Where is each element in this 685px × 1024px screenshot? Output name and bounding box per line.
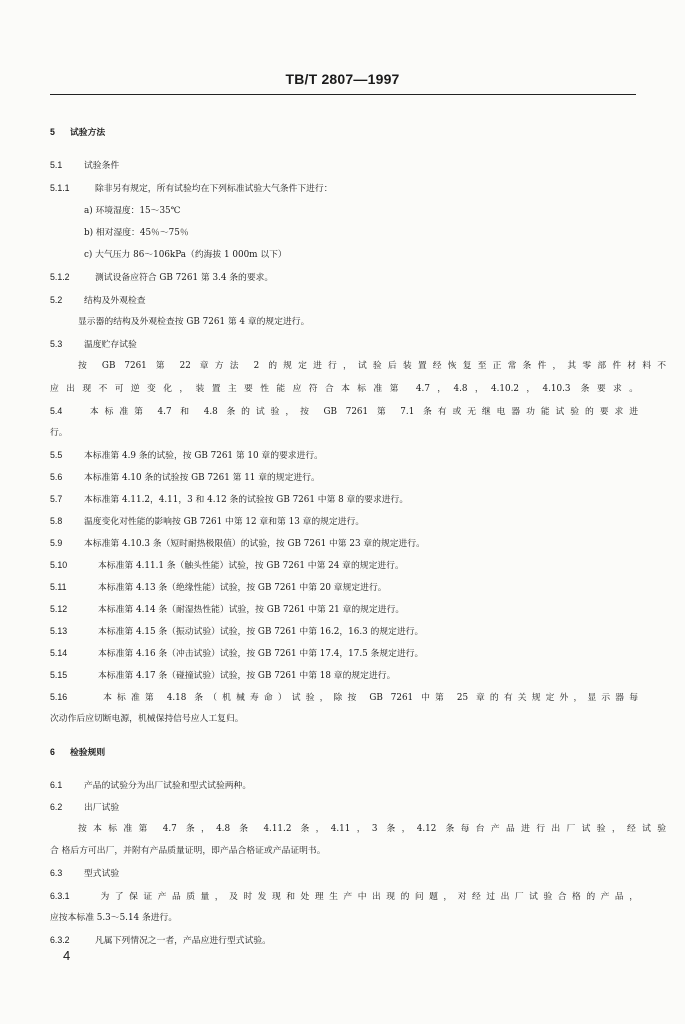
clause-number: 5.12 xyxy=(50,604,68,614)
clause-text: 本标准第 4.14 条（耐湿热性能）试验，按 GB 7261 中第 21 章的规定进行。 xyxy=(98,605,405,615)
clause-number: 5.10 xyxy=(50,560,68,570)
clause-number: 6.2 xyxy=(50,802,63,812)
clause-number: 5.3 xyxy=(50,339,63,349)
clause-text: 试验方法 xyxy=(70,127,106,137)
clause-text: 显示器的结构及外观检查按 GB 7261 第 4 章的规定进行。 xyxy=(78,317,310,327)
text-line xyxy=(50,425,638,441)
page-header-title: TB/T 2807—1997 xyxy=(285,71,400,87)
clause-text: 温度变化对性能的影响按 GB 7261 中第 12 章和第 13 章的规定进行。 xyxy=(84,517,365,527)
clause-line xyxy=(50,124,638,140)
text-line xyxy=(78,821,666,837)
clause-number: 6.3.2 xyxy=(50,935,70,945)
clause-text: b) 相对湿度：45％～75％ xyxy=(84,228,189,238)
clause-number: 5.1.2 xyxy=(50,272,70,282)
clause-line xyxy=(50,269,638,286)
clause-text: c) 大气压力 86～106kPa（约海拔 1 000m 以下） xyxy=(84,250,287,260)
clause-line xyxy=(50,667,638,684)
clause-number: 5.8 xyxy=(50,516,63,526)
clause-number: 5.9 xyxy=(50,538,63,548)
clause-text: 本标准第 4.11.1 条（触头性能）试验，按 GB 7261 中第 24 章的规定进行。 xyxy=(98,561,404,571)
clause-line xyxy=(50,447,638,464)
clause-line xyxy=(50,888,638,905)
clause-line xyxy=(50,336,638,353)
clause-line xyxy=(50,403,638,420)
clause-line xyxy=(50,535,638,552)
clause-number: 6.3 xyxy=(50,868,63,878)
clause-line xyxy=(50,292,638,309)
clause-line xyxy=(50,513,638,530)
clause-line xyxy=(50,799,638,816)
clause-line xyxy=(50,689,638,706)
clause-text: 本标准第 4.9 条的试验，按 GB 7261 第 10 章的要求进行。 xyxy=(84,451,323,461)
clause-number: 5.14 xyxy=(50,648,68,658)
text-line xyxy=(78,358,666,374)
clause-text: 为了保证产品质量，及时发现和处理生产中出现的问题，对经过出厂试验合格的产品， xyxy=(95,892,638,902)
clause-line xyxy=(50,777,638,794)
header-rule xyxy=(50,94,636,95)
clause-line xyxy=(50,157,638,174)
clause-text: 次动作后应切断电源，机械保持信号应人工复归。 xyxy=(50,714,244,724)
clause-text: 型式试验 xyxy=(84,869,120,879)
clause-text: 试验条件 xyxy=(84,161,120,171)
clause-number: 5.1 xyxy=(50,160,63,170)
clause-line xyxy=(50,491,638,508)
clause-text: 本标准第 4.18 条（机械寿命）试验，除按 GB 7261 中第 25 章的有关规定外，显示器每 xyxy=(98,693,638,703)
clause-number: 6 xyxy=(50,747,55,757)
clause-text: 本标准第 4.16 条（冲击试验）试验，按 GB 7261 中第 17.4，17.5 条规定进行。 xyxy=(98,649,424,659)
text-line xyxy=(84,225,672,241)
clause-text: 结构及外观检查 xyxy=(84,296,146,306)
clause-text: 行。 xyxy=(50,428,68,438)
text-line xyxy=(50,843,638,859)
clause-number: 5 xyxy=(50,127,55,137)
clause-text: 温度贮存试验 xyxy=(84,340,137,350)
clause-number: 5.16 xyxy=(50,692,68,702)
clause-text: 凡属下列情况之一者，产品应进行型式试验。 xyxy=(95,936,271,946)
clause-line xyxy=(50,932,638,949)
text-line xyxy=(50,711,638,727)
clause-number: 5.7 xyxy=(50,494,63,504)
clause-number: 5.5 xyxy=(50,450,63,460)
text-line xyxy=(50,381,638,397)
clause-text: 本标准第 4.11.2，4.11，3 和 4.12 条的试验按 GB 7261 中第 8 章的要求进行。 xyxy=(84,495,409,505)
clause-text: 应按本标准 5.3～5.14 条进行。 xyxy=(50,913,178,923)
clause-line xyxy=(50,601,638,618)
clause-line xyxy=(50,557,638,574)
clause-number: 5.2 xyxy=(50,295,63,305)
clause-text: 检验规则 xyxy=(70,747,106,757)
clause-number: 5.1.1 xyxy=(50,183,70,193)
clause-text: 本标准第 4.17 条（碰撞试验）试验，按 GB 7261 中第 18 章的规定进行。 xyxy=(98,671,396,681)
clause-number: 5.15 xyxy=(50,670,68,680)
clause-text: 本标准第 4.7 和 4.8 条的试验，按 GB 7261 第 7.1 条有或无继电器功能试验的要求进 xyxy=(84,407,638,417)
clause-text: 本标准第 4.10.3 条（短时耐热极限值）的试验，按 GB 7261 中第 23 章的规定进行。 xyxy=(84,539,425,549)
clause-line xyxy=(50,469,638,486)
clause-line xyxy=(50,744,638,760)
text-line xyxy=(78,314,666,330)
clause-text: 应出现不可逆变化，装置主要性能应符合本标准第 4.7，4.8，4.10.2，4.10.3 条要求。 xyxy=(50,384,638,394)
clause-number: 5.4 xyxy=(50,406,63,416)
clause-text: 测试设备应符合 GB 7261 第 3.4 条的要求。 xyxy=(95,273,274,283)
clause-text: 出厂试验 xyxy=(84,803,120,813)
clause-text: 除非另有规定，所有试验均在下列标准试验大气条件下进行： xyxy=(95,184,333,194)
clause-text: 产品的试验分为出厂试验和型式试验两种。 xyxy=(84,781,252,791)
clause-number: 6.3.1 xyxy=(50,891,70,901)
clause-line xyxy=(50,623,638,640)
clause-line xyxy=(50,645,638,662)
clause-text: 按 GB 7261 第 22 章方法 2 的规定进行，试验后装置经恢复至正常条件，其零部件材料不 xyxy=(78,361,666,371)
clause-number: 5.6 xyxy=(50,472,63,482)
clause-number: 5.13 xyxy=(50,626,68,636)
clause-text: 本标准第 4.10 条的试验按 GB 7261 第 11 章的规定进行。 xyxy=(84,473,320,483)
clause-line xyxy=(50,865,638,882)
clause-number: 5.11 xyxy=(50,582,67,592)
text-line xyxy=(50,910,638,926)
text-line xyxy=(84,247,672,263)
page-number: 4 xyxy=(63,948,71,963)
clause-line xyxy=(50,579,638,596)
text-line xyxy=(84,203,672,219)
clause-text: 本标准第 4.15 条（振动试验）试验，按 GB 7261 中第 16.2，16.3 的规定进行。 xyxy=(98,627,424,637)
clause-text: 按本标准第 4.7 条，4.8 条 4.11.2 条，4.11，3 条，4.12 条每台产品进行出厂试验，经试验 xyxy=(78,824,666,834)
clause-text: 本标准第 4.13 条（绝缘性能）试验，按 GB 7261 中第 20 章规定进行。 xyxy=(98,583,387,593)
clause-text: a) 环境湿度：15～35℃ xyxy=(84,206,181,216)
clause-number: 6.1 xyxy=(50,780,63,790)
clause-text: 合 格后方可出厂，并附有产品质量证明，即产品合格证或产品证明书。 xyxy=(50,846,326,856)
clause-line xyxy=(50,180,638,197)
